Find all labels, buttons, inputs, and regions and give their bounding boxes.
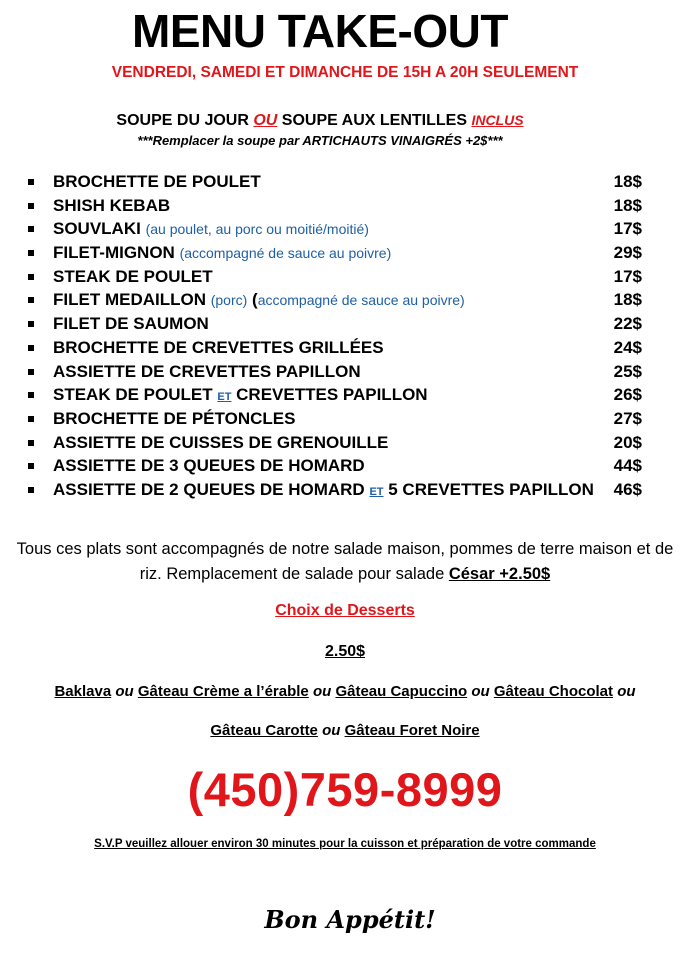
- desserts-line-2: [0, 721, 690, 741]
- menu-item: [28, 241, 648, 265]
- bullet-icon: [28, 440, 34, 446]
- menu-item: [28, 383, 648, 407]
- menu-item-name: ASSIETTE DE 3 QUEUES DE HOMARD: [53, 456, 365, 476]
- menu-item: [28, 288, 648, 312]
- menu-item-price: 25$: [613, 361, 642, 381]
- menu-item-price: 26$: [613, 385, 642, 405]
- menu-item-note: (au poulet, au porc ou moitié/moitié): [145, 221, 369, 238]
- phone-number[interactable]: (450)759-8999: [187, 763, 503, 816]
- menu-item: [28, 312, 648, 336]
- menu-item-name: SOUVLAKI: [53, 219, 141, 239]
- menu-item-price: 29$: [613, 243, 642, 263]
- menu-item-note-2: accompagné de sauce au poivre): [257, 292, 465, 309]
- menu-title: MENU TAKE-OUT: [132, 5, 508, 57]
- bullet-icon: [28, 463, 34, 469]
- bullet-icon: [28, 392, 34, 398]
- bullet-icon: [28, 297, 34, 303]
- dessert-item: Gâteau Foret Noire: [344, 722, 480, 739]
- menu-item-name-group: [53, 288, 465, 313]
- bullet-icon: [28, 226, 34, 232]
- bullet-icon: [28, 274, 34, 280]
- menu-item: [28, 265, 648, 289]
- menu-item-et: ET: [217, 391, 232, 404]
- dessert-item: Gâteau Capuccino: [335, 683, 468, 700]
- menu-list: [28, 170, 648, 502]
- menu-item-note: (porc): [210, 292, 248, 309]
- menu-item-name-2: 5 CREVETTES PAPILLON: [388, 479, 594, 499]
- menu-item-name-group: [53, 241, 391, 266]
- desserts-line-1: [0, 682, 690, 702]
- menu-item-name: ASSIETTE DE 2 QUEUES DE HOMARD: [53, 479, 365, 499]
- menu-item-name: FILET DE SAUMON: [53, 314, 209, 334]
- dessert-item: Gâteau Carotte: [210, 722, 318, 739]
- bullet-icon: [28, 321, 34, 327]
- menu-item-price: 20$: [613, 432, 642, 452]
- menu-item-name: ASSIETTE DE CREVETTES PAPILLON: [53, 361, 361, 381]
- menu-item: [28, 431, 648, 455]
- desserts-title: Choix de Desserts: [275, 602, 415, 619]
- preparation-note: S.V.P veuillez allouer environ 30 minutes pour la cuisson et préparation de votre commande: [94, 838, 596, 850]
- dessert-ou: ou: [471, 683, 490, 700]
- bullet-icon: [28, 369, 34, 375]
- menu-item-price: 22$: [613, 314, 642, 334]
- bullet-icon: [28, 487, 34, 493]
- cesar-upgrade: César +2.50$: [448, 565, 551, 583]
- dessert-ou: ou: [617, 683, 636, 700]
- menu-item: [28, 454, 648, 478]
- bullet-icon: [28, 179, 34, 185]
- soup-text-1: SOUPE DU JOUR: [116, 112, 254, 129]
- dessert-ou: ou: [322, 722, 341, 739]
- menu-item-price: 24$: [613, 337, 642, 357]
- bullet-icon: [28, 416, 34, 422]
- menu-item-price: 18$: [613, 195, 642, 215]
- menu-item-name: BROCHETTE DE CREVETTES GRILLÉES: [53, 337, 384, 357]
- menu-item: [28, 194, 648, 218]
- menu-item-name-group: [53, 383, 428, 410]
- bullet-icon: [28, 203, 34, 209]
- menu-item: [28, 407, 648, 431]
- menu-item-price: 17$: [613, 219, 642, 239]
- soup-inclus: INCLUS: [471, 112, 524, 128]
- menu-item: [28, 478, 648, 502]
- menu-item-name: FILET-MIGNON: [53, 243, 175, 263]
- menu-item-price: 27$: [613, 408, 642, 428]
- menu-item-et: ET: [369, 485, 384, 498]
- menu-item-name: STEAK DE POULET: [53, 266, 213, 286]
- menu-item-price: 17$: [613, 266, 642, 286]
- dessert-ou: ou: [312, 683, 332, 700]
- dessert-item: Gâteau Crème a l’érable: [137, 683, 309, 700]
- soup-line: [0, 110, 640, 131]
- bullet-icon: [28, 250, 34, 256]
- menu-item-name: ASSIETTE DE CUISSES DE GRENOUILLE: [53, 432, 389, 452]
- accompaniment-text: [0, 537, 690, 587]
- accompaniment-line-2: [0, 562, 690, 587]
- menu-item: [28, 336, 648, 360]
- bullet-icon: [28, 345, 34, 351]
- menu-item-name: STEAK DE POULET: [53, 385, 213, 405]
- menu-item-paren: (: [252, 290, 258, 310]
- menu-item-price: 18$: [613, 290, 642, 310]
- menu-item-name-2: CREVETTES PAPILLON: [236, 385, 428, 405]
- accompaniment-line-1: Tous ces plats sont accompagnés de notre salade maison, pommes de terre maison et de: [16, 540, 674, 558]
- menu-item-name-group: [53, 478, 594, 505]
- soup-text-2: SOUPE AUX LENTILLES: [277, 112, 472, 129]
- menu-item-name: BROCHETTE DE PÉTONCLES: [53, 408, 296, 428]
- menu-item-note: (accompagné de sauce au poivre): [179, 245, 392, 262]
- soup-ou: OU: [253, 112, 278, 129]
- menu-item-name: FILET MEDAILLON: [53, 290, 206, 310]
- dessert-ou: ou: [115, 683, 134, 700]
- menu-item-name: BROCHETTE DE POULET: [53, 172, 261, 191]
- menu-item-name-group: [53, 217, 369, 242]
- menu-item: [28, 170, 648, 194]
- closing-greeting: Bon Appétit!: [264, 905, 436, 934]
- service-hours: VENDREDI, SAMEDI ET DIMANCHE DE 15H A 20H SEULEMENT: [111, 64, 579, 81]
- accompaniment-line-2-text: riz. Remplacement de salade pour salade: [139, 565, 449, 583]
- menu-item: [28, 217, 648, 241]
- desserts-price: 2.50$: [324, 643, 366, 660]
- dessert-item: Baklava: [54, 683, 112, 700]
- menu-item: [28, 360, 648, 384]
- menu-item-price: 46$: [613, 479, 642, 499]
- menu-item-name: SHISH KEBAB: [53, 195, 171, 215]
- menu-item-price: 44$: [613, 456, 642, 476]
- soup-replacement-note: ***Remplacer la soupe par ARTICHAUTS VINAIGRÉS +2$***: [137, 133, 503, 148]
- menu-item-price: 18$: [613, 172, 642, 191]
- dessert-item: Gâteau Chocolat: [493, 683, 614, 700]
